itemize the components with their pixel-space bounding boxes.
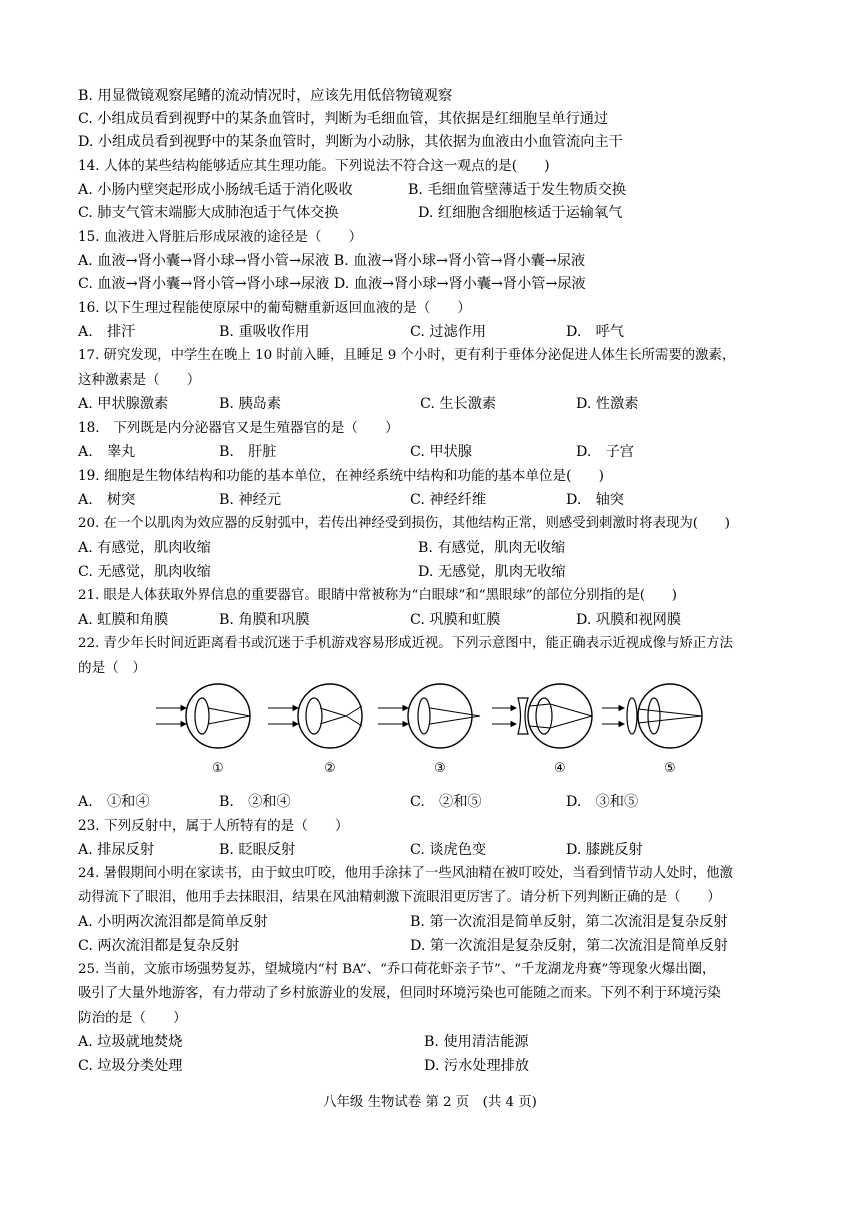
- diagram-label-1: ①: [212, 761, 224, 776]
- q16-option-a: A. 排汗: [78, 324, 136, 340]
- question-17-stem: 17. 研究发现，中学生在晚上 10 时前入睡，且睡足 9 个小时，更有利于垂体分泌促进人体生长所需要的激素，: [78, 348, 736, 363]
- q18-option-a: A. 睾丸: [78, 444, 136, 460]
- q25-option-b: B. 使用清洁能源: [424, 1034, 529, 1050]
- q23-option-a: A. 排尿反射: [78, 842, 155, 858]
- q14-option-a: A. 小肠内壁突起形成小肠绒毛适于消化吸收: [78, 182, 353, 198]
- q22-option-b: B. ②和④: [219, 794, 291, 810]
- q17-option-c: C. 生长激素: [420, 396, 497, 412]
- q24-option-c: C. 两次流泪都是复杂反射: [78, 938, 240, 954]
- q18-option-b: B. 肝脏: [219, 444, 277, 460]
- q22-option-d: D. ③和⑤: [566, 794, 639, 810]
- q20-option-d: D. 无感觉，肌肉无收缩: [418, 564, 566, 580]
- q18-option-c: C. 甲状腺: [410, 444, 472, 460]
- q14-option-b: B. 毛细血管壁薄适于发生物质交换: [408, 182, 627, 198]
- question-25-stem-cont: 吸引了大量外地游客，有力带动了乡村旅游业的发展，但同时环境污染也可能随之而来。下列不利于环境污染: [78, 986, 721, 1001]
- question-17-stem-cont: 这种激素是（ ）: [78, 372, 201, 388]
- q17-option-a: A. 甲状腺激素: [78, 396, 169, 412]
- question-24-stem-cont: 动得流下了眼泪，他用手去抹眼泪，结果在风油精刺激下流眼泪更厉害了。请分析下列判断正确的是（ ）: [78, 890, 721, 905]
- question-21-stem: 21. 眼是人体获取外界信息的重要器官。眼睛中常被称为“白眼球”和“黑眼球”的部位分别指的是( ): [78, 588, 678, 603]
- q25-option-a: A. 垃圾就地焚烧: [78, 1034, 183, 1050]
- page-footer: 八年级 生物试卷 第 2 页 (共 4 页): [323, 1095, 537, 1110]
- convex-lens-icon: [627, 698, 637, 734]
- question-14-stem: 14. 人体的某些结构能够适应其生理功能。下列说法不符合这一观点的是( ): [78, 158, 550, 174]
- question-15-stem: 15. 血液进入肾脏后形成尿液的途径是（ ）: [78, 229, 363, 245]
- question-22-stem: 22. 青少年长时间近距离看书或沉迷于手机游戏容易形成近视。下列示意图中，能正确表示近视成像与矫正方法: [78, 636, 733, 651]
- question-22-stem-cont: 的是（ ）: [78, 660, 146, 676]
- q16-option-b: B. 重吸收作用: [219, 324, 310, 340]
- question-23-stem: 23. 下列反射中，属于人所特有的是（ ）: [78, 818, 349, 834]
- diagram-label-5: ⑤: [664, 761, 676, 776]
- q19-option-b: B. 神经元: [219, 492, 282, 508]
- eye-diagram-3: [378, 684, 480, 776]
- question-16-stem: 16. 以下生理过程能使原尿中的葡萄糖重新返回血液的是（ ）: [78, 300, 471, 316]
- option-line: D. 小组成员看到视野中的某条血管时，判断为小动脉，其依据为血液由小血管流向主干: [78, 134, 623, 150]
- eye-diagram-figure: [150, 676, 710, 784]
- diagram-label-2: ②: [324, 761, 336, 776]
- eye-diagram-5: [602, 684, 702, 776]
- q20-option-c: C. 无感觉，肌肉收缩: [78, 564, 211, 580]
- q24-option-b: B. 第一次流泪是简单反射，第二次流泪是复杂反射: [410, 914, 728, 930]
- question-20-stem: 20. 在一个以肌肉为效应器的反射弧中，若传出神经受到损伤，其他结构正常，则感受到刺激时将表现为( ): [78, 516, 730, 531]
- q19-option-d: D. 轴突: [566, 492, 624, 508]
- question-25-stem: 25. 当前，文旅市场强势复苏，望城境内“村 BA”、“乔口荷花虾亲子节”、“千龙湖龙舟赛”等现象火爆出圈，: [78, 962, 716, 977]
- q14-option-d: D. 红细胞含细胞核适于运输氧气: [418, 205, 623, 221]
- q21-option-c: C. 巩膜和虹膜: [410, 612, 501, 628]
- question-19-stem: 19. 细胞是生物体结构和功能的基本单位，在神经系统中结构和功能的基本单位是( ): [78, 468, 604, 484]
- q14-option-c: C. 肺支气管末端膨大成肺泡适于气体交换: [78, 205, 339, 221]
- q16-option-c: C. 过滤作用: [410, 324, 487, 340]
- option-line: C. 小组成员看到视野中的某条血管时，判断为毛细血管，其依据是红细胞呈单行通过: [78, 111, 609, 127]
- q19-option-c: C. 神经纤维: [410, 492, 487, 508]
- eye-diagram-1: [156, 684, 250, 776]
- q23-option-c: C. 谈虎色变: [410, 842, 487, 858]
- option-line: B. 用显微镜观察尾鳍的流动情况时，应该先用低倍物镜观察: [78, 88, 453, 104]
- q15-options-cd: C. 血液→肾小囊→肾小管→肾小球→尿液 D. 血液→肾小球→肾小囊→肾小管→尿液: [78, 276, 586, 292]
- q23-option-d: D. 膝跳反射: [566, 842, 643, 858]
- q24-option-a: A. 小明两次流泪都是简单反射: [78, 914, 268, 930]
- q21-option-a: A. 虹膜和角膜: [78, 612, 169, 628]
- q22-option-c: C. ②和⑤: [410, 794, 482, 810]
- q23-option-b: B. 眨眼反射: [219, 842, 296, 858]
- q20-option-a: A. 有感觉，肌肉收缩: [78, 540, 211, 556]
- q15-options-ab: A. 血液→肾小囊→肾小球→肾小管→尿液 B. 血液→肾小球→肾小管→肾小囊→尿液: [78, 253, 586, 269]
- q25-option-d: D. 污水处理排放: [424, 1058, 530, 1074]
- q20-option-b: B. 有感觉，肌肉无收缩: [418, 540, 566, 556]
- q16-option-d: D. 呼气: [566, 324, 624, 340]
- q24-option-d: D. 第一次流泪是复杂反射，第二次流泪是简单反射: [410, 938, 728, 954]
- q19-option-a: A. 树突: [78, 492, 136, 508]
- q22-option-a: A. ①和④: [78, 794, 150, 810]
- eye-diagram-2: [268, 684, 362, 776]
- q17-option-d: D. 性激素: [576, 396, 639, 412]
- diagram-label-3: ③: [434, 761, 446, 776]
- question-24-stem: 24. 暑假期间小明在家读书，由于蚊虫叮咬，他用手涂抹了一些风油精在被叮咬处，当看到情节动人处时，他激: [78, 866, 733, 881]
- diagram-label-4: ④: [554, 761, 566, 776]
- question-25-stem-cont2: 防治的是（ ）: [78, 1010, 187, 1026]
- q21-option-b: B. 角膜和巩膜: [219, 612, 310, 628]
- question-18-stem: 18. 下列既是内分泌器官又是生殖器官的是（ ）: [78, 420, 399, 436]
- q18-option-d: D. 子宫: [576, 444, 634, 460]
- concave-lens-icon: [518, 698, 528, 734]
- q17-option-b: B. 胰岛素: [219, 396, 282, 412]
- eye-diagram-4: [492, 684, 592, 776]
- q25-option-c: C. 垃圾分类处理: [78, 1058, 183, 1074]
- q21-option-d: D. 巩膜和视网膜: [576, 612, 682, 628]
